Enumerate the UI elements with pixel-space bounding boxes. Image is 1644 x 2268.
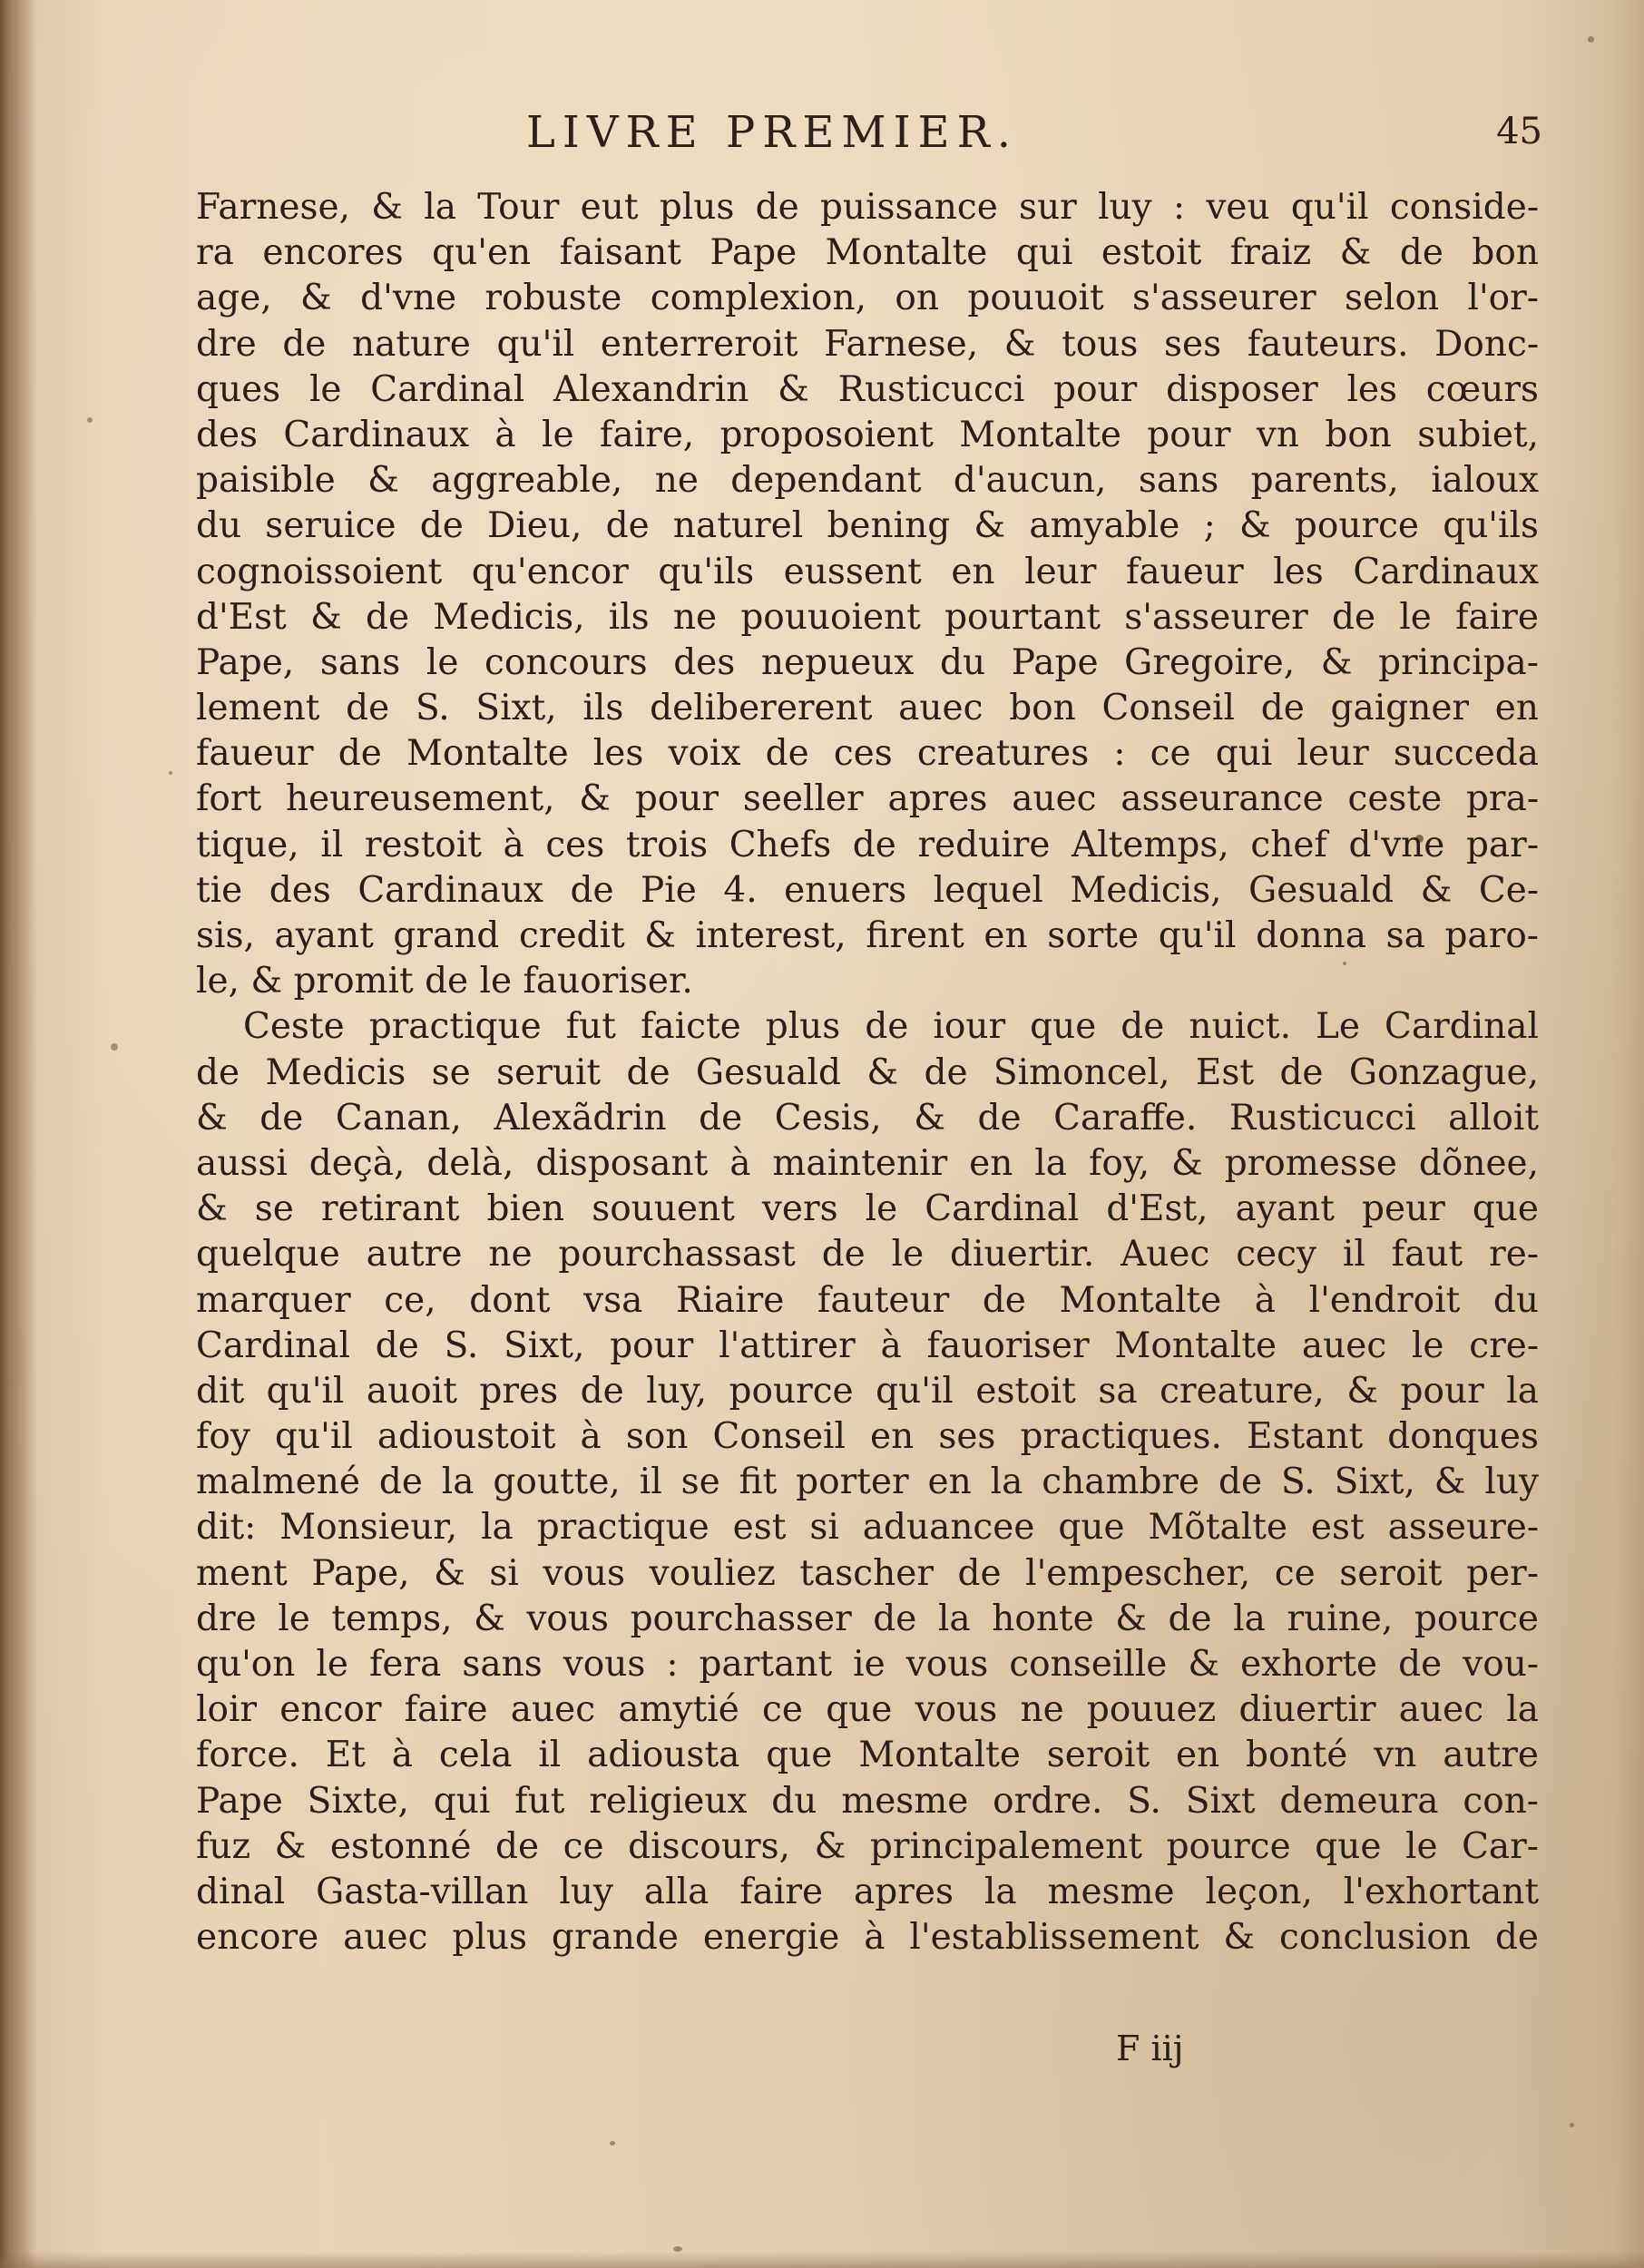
text-line: quelque autre ne pourchassast de le diuertir. Auec cecy il faut re- — [196, 1234, 1539, 1276]
text-line: du seruice de Dieu, de naturel bening & amyable ; & pource qu'ils — [196, 505, 1539, 547]
text-line: marquer ce, dont vsa Riaire fauteur de Montalte à l'endroit du — [196, 1279, 1539, 1321]
page-bottom-edge — [0, 2252, 1644, 2268]
text-line: dit: Monsieur, la practique est si aduancee que Mõtalte est asseure- — [196, 1507, 1539, 1549]
text-line: sis, ayant grand credit & interest, firent en sorte qu'il donna sa paro- — [196, 915, 1539, 956]
text-line: faueur de Montalte les voix de ces creatures : ce qui leur succeda — [196, 733, 1539, 775]
body-text — [196, 185, 1539, 1960]
text-line: ment Pape, & si vous vouliez tascher de l'empescher, ce seroit per- — [196, 1552, 1539, 1594]
text-line: Cardinal de S. Sixt, pour l'attirer à fauoriser Montalte auec le cre- — [196, 1325, 1539, 1366]
text-line: & se retirant bien souuent vers le Cardinal d'Est, ayant peur que — [196, 1188, 1539, 1230]
text-line: encore auec plus grande energie à l'establissement & conclusion de — [196, 1917, 1539, 1959]
text-line: tique, il restoit à ces trois Chefs de reduire Altemps, chef d'vne par- — [196, 824, 1539, 865]
text-line: fuz & estonné de ce discours, & principalement pource que le Car- — [196, 1825, 1539, 1867]
page-binding-shadow — [0, 0, 36, 2268]
text-line: Ceste practique fut faicte plus de iour que de nuict. Le Cardinal — [243, 1006, 1539, 1048]
text-line: fort heureusement, & pour seeller apres auec asseurance ceste pra- — [196, 778, 1539, 820]
text-line: Pape Sixte, qui fut religieux du mesme ordre. S. Sixt demeura con- — [196, 1780, 1539, 1822]
text-line: de Medicis se seruit de Gesuald & de Simoncel, Est de Gonzague, — [196, 1051, 1539, 1093]
running-title: LIVRE PREMIER. — [526, 107, 1018, 158]
text-line: ques le Cardinal Alexandrin & Rusticucci pour disposer les cœurs — [196, 368, 1539, 410]
text-line: dit qu'il auoit pres de luy, pource qu'il estoit sa creature, & pour la — [196, 1370, 1539, 1412]
text-line: aussi deçà, delà, disposant à maintenir en la foy, & promesse dõnee, — [196, 1142, 1539, 1184]
text-line: age, & d'vne robuste complexion, on pouuoit s'asseurer selon l'or- — [196, 278, 1539, 319]
text-line: ra encores qu'en faisant Pape Montalte qui estoit fraiz & de bon — [196, 232, 1539, 274]
text-line: d'Est & de Medicis, ils ne pouuoient pourtant s'asseurer de le faire — [196, 596, 1539, 638]
signature-catchword: F iij — [1116, 2028, 1184, 2068]
text-line: Farnese, & la Tour eut plus de puissance sur luy : veu qu'il conside- — [196, 187, 1539, 228]
text-line: tie des Cardinaux de Pie 4. enuers lequel Medicis, Gesuald & Ce- — [196, 869, 1539, 911]
text-line: malmené de la goutte, il se fit porter en la chambre de S. Sixt, & luy — [196, 1461, 1539, 1503]
text-line: & de Canan, Alexãdrin de Cesis, & de Caraffe. Rusticucci alloit — [196, 1097, 1539, 1139]
text-line: cognoissoient qu'encor qu'ils eussent en leur faueur les Cardinaux — [196, 551, 1539, 592]
text-line: qu'on le fera sans vous : partant ie vous conseille & exhorte de vou- — [196, 1644, 1539, 1685]
text-line: dinal Gasta-villan luy alla faire apres la mesme leçon, l'exhortant — [196, 1871, 1539, 1912]
text-line: lement de S. Sixt, ils delibererent auec bon Conseil de gaigner en — [196, 688, 1539, 729]
text-line: le, & promit de le fauoriser. — [196, 961, 693, 1002]
text-line: paisible & aggreable, ne dependant d'aucun, sans parents, ialoux — [196, 460, 1539, 502]
page-header — [218, 107, 1542, 171]
text-line: dre de nature qu'il enterreroit Farnese, & tous ses fauteurs. Donc- — [196, 323, 1539, 365]
text-line: foy qu'il adioustoit à son Conseil en ses practiques. Estant donques — [196, 1416, 1539, 1458]
text-line: loir encor faire auec amytié ce que vous ne pouuez diuertir auec la — [196, 1689, 1539, 1731]
text-line: des Cardinaux à le faire, proposoient Montalte pour vn bon subiet, — [196, 414, 1539, 455]
text-line: force. Et à cela il adiousta que Montalte seroit en bonté vn autre — [196, 1735, 1539, 1776]
text-line: Pape, sans le concours des nepueux du Pape Gregoire, & principa- — [196, 641, 1539, 683]
text-line: dre le temps, & vous pourchasser de la honte & de la ruine, pource — [196, 1598, 1539, 1639]
page-number: 45 — [1496, 111, 1542, 152]
